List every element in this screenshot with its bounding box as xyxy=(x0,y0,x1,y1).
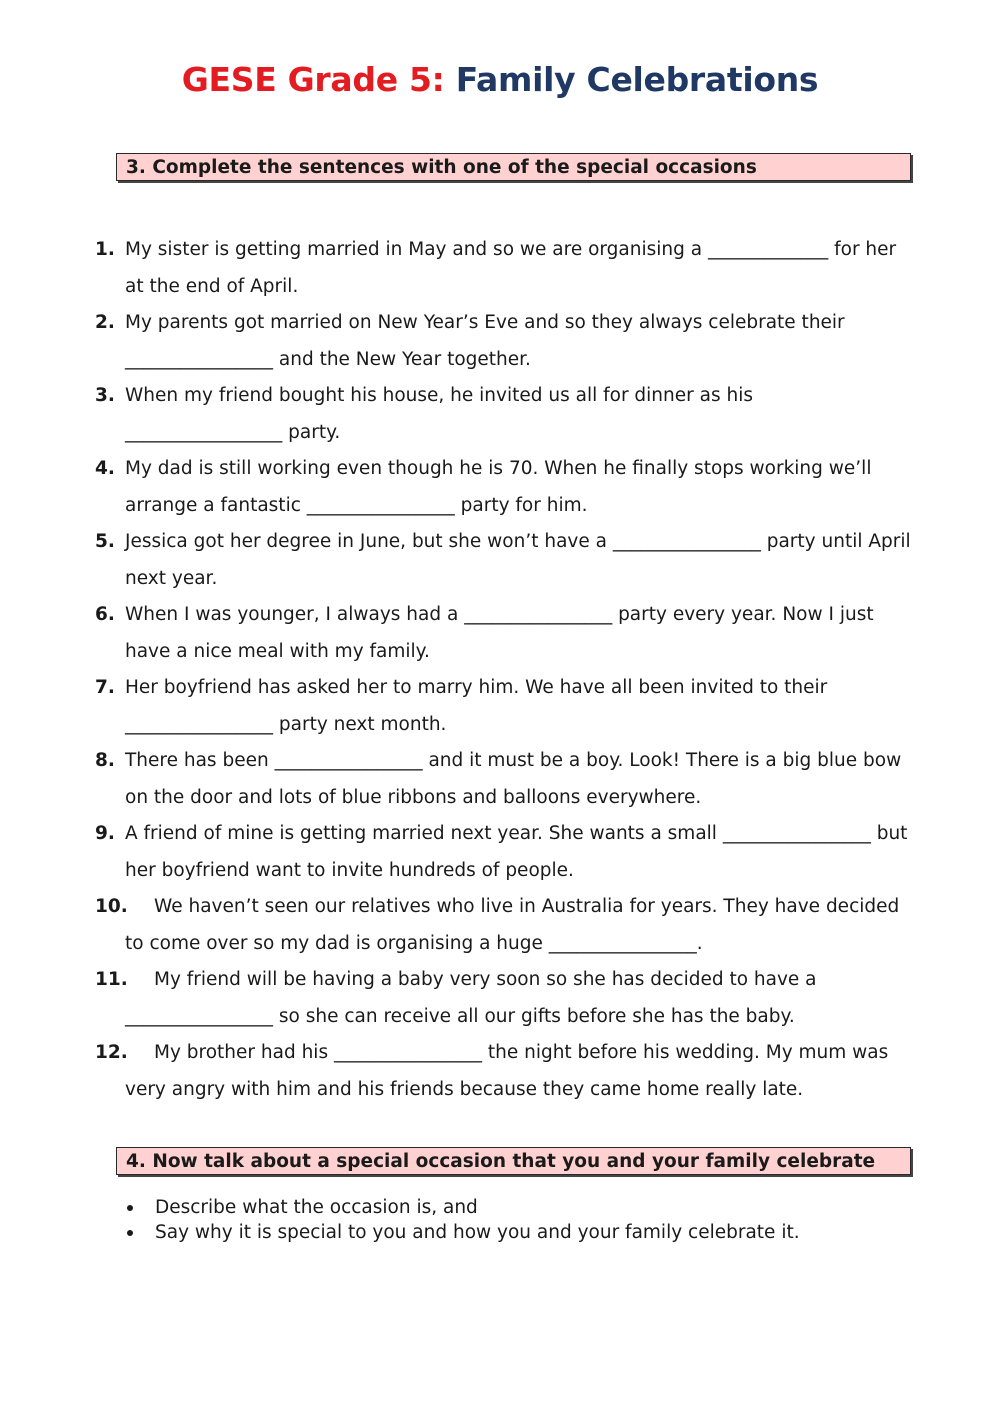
item-text: My friend will be having a baby very soon so she has decided to have a ________________ so she can receive all our gifts before she has the baby. xyxy=(125,969,817,1027)
list-item xyxy=(95,597,915,670)
list-item xyxy=(95,1035,915,1108)
list-item xyxy=(95,670,915,743)
list-item xyxy=(95,451,915,524)
item-text: My parents got married on New Year’s Eve and so they always celebrate their ________________ and the New Year together. xyxy=(125,312,845,370)
list-item xyxy=(95,378,915,451)
title-topic: Family Celebrations xyxy=(455,60,819,99)
list-item xyxy=(95,962,915,1035)
item-number: 5. xyxy=(95,531,115,552)
item-text: When my friend bought his house, he invited us all for dinner as his _________________ party. xyxy=(125,385,753,443)
list-item xyxy=(95,816,915,889)
item-text: When I was younger, I always had a ________________ party every year. Now I just have a nice meal with my family. xyxy=(125,604,874,662)
item-text: There has been ________________ and it must be a boy. Look! There is a big blue bow on the door and lots of blue ribbons and balloons everywhere. xyxy=(125,750,902,808)
item-text: Her boyfriend has asked her to marry him. We have all been invited to their ________________ party next month. xyxy=(125,677,828,735)
item-text: Jessica got her degree in June, but she won’t have a ________________ party until April next year. xyxy=(125,531,911,589)
item-text: My brother had his ________________ the night before his wedding. My mum was very angry with him and his friends because they came home really late. xyxy=(125,1042,889,1100)
section-4-heading: 4. Now talk about a special occasion that you and your family celebrate xyxy=(116,1147,911,1175)
bullet-item: Describe what the occasion is, and xyxy=(125,1195,800,1220)
item-number: 4. xyxy=(95,458,115,479)
item-number: 11. xyxy=(95,969,128,990)
item-text: My sister is getting married in May and so we are organising a _____________ for her at the end of April. xyxy=(125,239,897,297)
list-item xyxy=(95,305,915,378)
item-number: 10. xyxy=(95,896,128,917)
item-number: 2. xyxy=(95,312,115,333)
bullet-item: Say why it is special to you and how you and your family celebrate it. xyxy=(125,1220,800,1245)
title-grade: GESE Grade 5: xyxy=(181,60,445,99)
item-number: 8. xyxy=(95,750,115,771)
sentence-list xyxy=(95,232,915,1108)
list-item xyxy=(95,743,915,816)
item-number: 1. xyxy=(95,239,115,260)
item-number: 9. xyxy=(95,823,115,844)
item-number: 3. xyxy=(95,385,115,406)
item-number: 7. xyxy=(95,677,115,698)
page-title xyxy=(0,60,1000,99)
item-text: A friend of mine is getting married next year. She wants a small ________________ but her boyfriend want to invite hundreds of people. xyxy=(125,823,908,881)
list-item xyxy=(95,889,915,962)
item-number: 6. xyxy=(95,604,115,625)
list-item xyxy=(95,232,915,305)
speaking-prompts xyxy=(125,1195,800,1245)
item-text: My dad is still working even though he is 70. When he finally stops working we’ll arrange a fantastic ________________ party for him. xyxy=(125,458,872,516)
item-text: We haven’t seen our relatives who live in Australia for years. They have decided to come over so my dad is organising a huge ________________. xyxy=(125,896,900,954)
item-number: 12. xyxy=(95,1042,128,1063)
section-3-heading: 3. Complete the sentences with one of the special occasions xyxy=(116,153,911,181)
list-item xyxy=(95,524,915,597)
